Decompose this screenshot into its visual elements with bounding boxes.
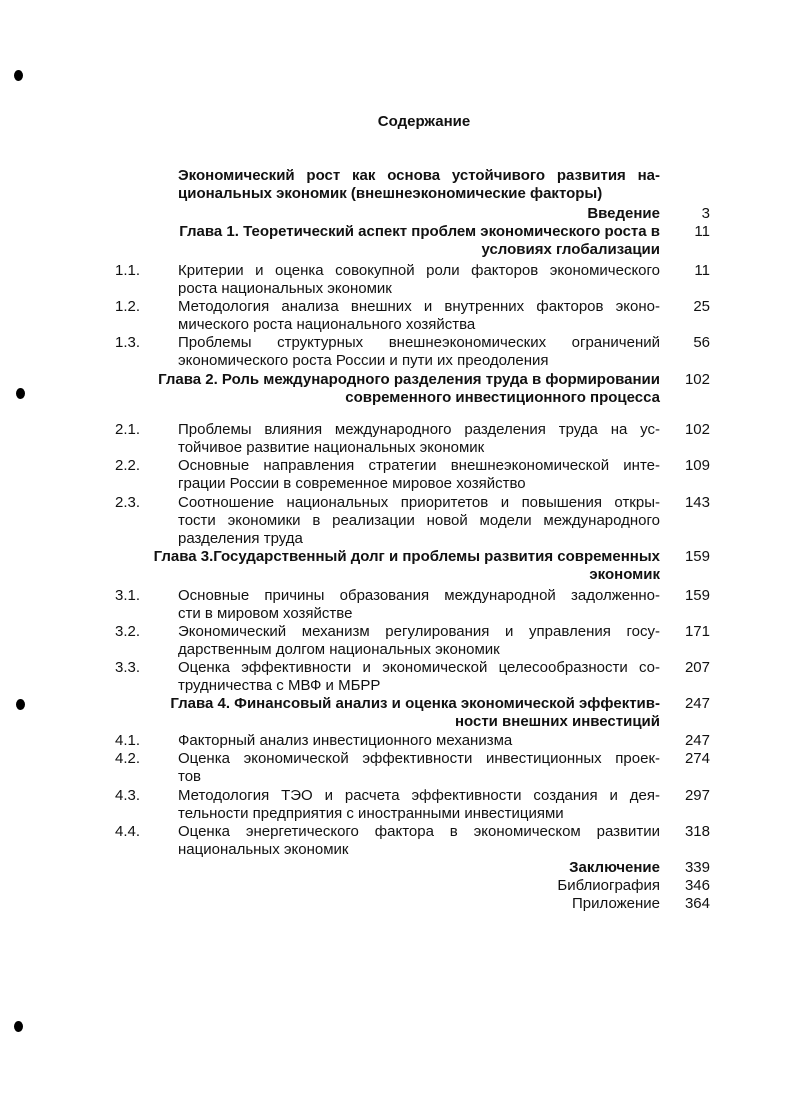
toc-entry-line: сти в мировом хозяйстве bbox=[178, 605, 353, 622]
toc-page-number: 297 bbox=[684, 787, 710, 804]
toc-entry-line: Оценка энергетического фактора в экономическом развитии bbox=[178, 823, 660, 840]
toc-page-number: 159 bbox=[684, 548, 710, 565]
subtitle-line: циональных экономик (внешнеэкономические факторы) bbox=[178, 185, 603, 202]
toc-section-number: 2.1. bbox=[115, 421, 141, 438]
toc-entry-title bbox=[178, 205, 660, 223]
toc-entry-title bbox=[178, 895, 660, 913]
toc-entry-title bbox=[178, 494, 660, 548]
toc-entry-line: Оценка экономической эффективности инвестиционных проек- bbox=[178, 750, 660, 767]
toc-page-number: 207 bbox=[684, 659, 710, 676]
toc-page-number: 159 bbox=[684, 587, 710, 604]
toc-section-number: 4.1. bbox=[115, 732, 141, 749]
toc-page-number: 11 bbox=[694, 262, 710, 279]
toc-page-number: 102 bbox=[684, 371, 710, 388]
toc-page-number: 3 bbox=[701, 205, 710, 222]
punch-hole-mark bbox=[14, 70, 23, 81]
toc-section-number: 1.3. bbox=[115, 334, 141, 351]
toc-entry-line: экономик bbox=[589, 566, 660, 583]
toc-entry-title bbox=[178, 457, 660, 493]
toc-entry-line: Глава 3.Государственный долг и проблемы развития современных bbox=[153, 548, 660, 565]
punch-hole-mark bbox=[16, 388, 25, 399]
toc-entry-line: Соотношение национальных приоритетов и повышения откры- bbox=[178, 494, 660, 511]
toc-section-number: 3.3. bbox=[115, 659, 141, 676]
toc-entry-line: Приложение bbox=[572, 895, 660, 912]
toc-entry-line: тов bbox=[178, 768, 202, 785]
toc-entry-title bbox=[178, 787, 660, 823]
toc-entry-title bbox=[178, 334, 660, 370]
toc-page-number: 25 bbox=[693, 298, 710, 315]
toc-entry-line: дарственным долгом национальных экономик bbox=[178, 641, 500, 658]
toc-section-number: 2.3. bbox=[115, 494, 141, 511]
page-title: Содержание bbox=[377, 113, 471, 130]
toc-entry-line: Методология анализа внешних и внутренних факторов эконо- bbox=[178, 298, 660, 315]
toc-section-number: 1.2. bbox=[115, 298, 141, 315]
toc-page-number: 364 bbox=[684, 895, 710, 912]
toc-section-number: 4.2. bbox=[115, 750, 141, 767]
toc-page-number: 171 bbox=[684, 623, 710, 640]
toc-entry-line: современного инвестиционного процесса bbox=[345, 389, 660, 406]
punch-hole-mark bbox=[14, 1021, 23, 1032]
toc-section-number: 3.2. bbox=[115, 623, 141, 640]
toc-entry-title bbox=[178, 298, 660, 334]
toc-section-number: 1.1. bbox=[115, 262, 141, 279]
toc-entry-line: условиях глобализации bbox=[481, 241, 660, 258]
toc-entry-line: Проблемы влияния международного разделения труда на ус- bbox=[178, 421, 660, 438]
toc-entry-line: роста национальных экономик bbox=[178, 280, 392, 297]
toc-page-number: 56 bbox=[693, 334, 710, 351]
toc-section-number: 4.4. bbox=[115, 823, 141, 840]
toc-entry-line: Основные направления стратегии внешнеэкономической инте- bbox=[178, 457, 660, 474]
toc-entry-title bbox=[178, 587, 660, 623]
toc-section-number: 3.1. bbox=[115, 587, 141, 604]
toc-entry-line: Основные причины образования международной задолженно- bbox=[178, 587, 660, 604]
toc-entry-line: Факторный анализ инвестиционного механизма bbox=[178, 732, 513, 749]
toc-entry-line: трудничества с МВФ и МБРР bbox=[178, 677, 381, 694]
toc-entry-title bbox=[178, 623, 660, 659]
toc-page-number: 102 bbox=[684, 421, 710, 438]
toc-entry-title bbox=[178, 750, 660, 786]
toc-entry-line: разделения труда bbox=[178, 530, 303, 547]
toc-entry-line: Заключение bbox=[569, 859, 660, 876]
toc-page-number: 11 bbox=[694, 223, 710, 240]
toc-entry-line: Глава 2. Роль международного разделения труда в формировании bbox=[158, 371, 660, 388]
toc-page-number: 318 bbox=[684, 823, 710, 840]
toc-entry-line: мического роста национального хозяйства bbox=[178, 316, 476, 333]
toc-page-number: 247 bbox=[684, 732, 710, 749]
toc-page-number: 109 bbox=[684, 457, 710, 474]
toc-entry-line: Введение bbox=[587, 205, 660, 222]
toc-page-number: 143 bbox=[684, 494, 710, 511]
subtitle-line: Экономический рост как основа устойчивого развития на- bbox=[178, 167, 660, 184]
toc-entry-line: Экономический механизм регулирования и управления госу- bbox=[178, 623, 660, 640]
toc-entry-line: тости экономики в реализации новой модели международного bbox=[178, 512, 660, 529]
toc-entry-line: тельности предприятия с иностранными инвестициями bbox=[178, 805, 564, 822]
toc-entry-title bbox=[100, 223, 660, 259]
toc-entry-line: грации России в современное мировое хозяйство bbox=[178, 475, 526, 492]
toc-entry-line: Проблемы структурных внешнеэкономических ограничений bbox=[178, 334, 660, 351]
toc-page-number: 346 bbox=[684, 877, 710, 894]
toc-entry-line: Методология ТЭО и расчета эффективности создания и дея- bbox=[178, 787, 660, 804]
toc-entry-title bbox=[178, 421, 660, 457]
toc-entry-title bbox=[178, 823, 660, 859]
toc-entry-title bbox=[178, 659, 660, 695]
toc-entry-title bbox=[178, 732, 660, 750]
toc-entry-title bbox=[178, 262, 660, 298]
punch-hole-mark bbox=[16, 699, 25, 710]
toc-entry-line: экономического роста России и пути их преодоления bbox=[178, 352, 549, 369]
toc-entry-title bbox=[178, 877, 660, 895]
toc-entry-line: Критерии и оценка совокупной роли факторов экономического bbox=[178, 262, 660, 279]
toc-entry-title bbox=[100, 695, 660, 731]
toc-page-number: 274 bbox=[684, 750, 710, 767]
toc-entry-title bbox=[100, 371, 660, 407]
toc-entry-line: Оценка эффективности и экономической целесообразности со- bbox=[178, 659, 660, 676]
toc-entry-line: Библиография bbox=[557, 877, 660, 894]
toc-entry-line: Глава 4. Финансовый анализ и оценка экономической эффектив- bbox=[170, 695, 660, 712]
toc-section-number: 4.3. bbox=[115, 787, 141, 804]
document-subtitle bbox=[178, 167, 660, 203]
toc-entry-line: тойчивое развитие национальных экономик bbox=[178, 439, 485, 456]
toc-page-number: 247 bbox=[684, 695, 710, 712]
toc-entry-line: национальных экономик bbox=[178, 841, 349, 858]
toc-entry-title bbox=[100, 548, 660, 584]
toc-page-number: 339 bbox=[684, 859, 710, 876]
toc-section-number: 2.2. bbox=[115, 457, 141, 474]
toc-entry-title bbox=[178, 859, 660, 877]
toc-entry-line: ности внешних инвестиций bbox=[454, 713, 660, 730]
toc-entry-line: Глава 1. Теоретический аспект проблем экономического роста в bbox=[179, 223, 660, 240]
